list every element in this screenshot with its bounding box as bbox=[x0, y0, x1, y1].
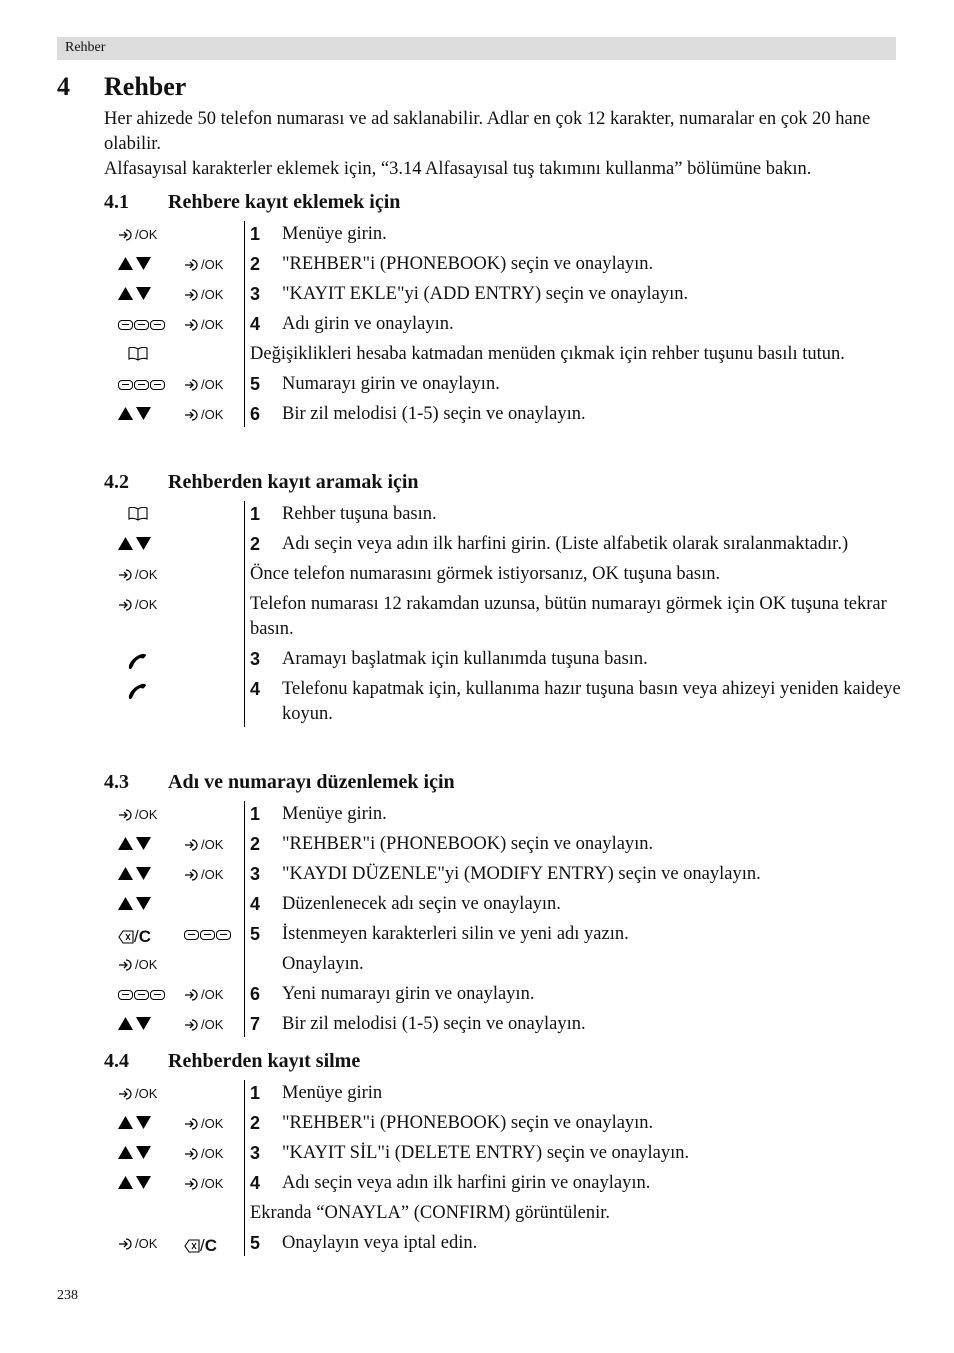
step-icons bbox=[104, 1230, 239, 1260]
ok-icon bbox=[184, 1116, 223, 1131]
up-down-arrows-icon bbox=[118, 1017, 151, 1030]
section-number: 4.2 bbox=[104, 471, 129, 493]
ok-icon bbox=[118, 567, 157, 582]
ok-icon bbox=[184, 1017, 223, 1032]
step-row bbox=[104, 801, 904, 831]
step-text: "REHBER"i (PHONEBOOK) seçin ve onaylayın. bbox=[282, 254, 654, 274]
step-icons bbox=[104, 251, 239, 281]
keypad-icon bbox=[118, 320, 165, 330]
step-text-block bbox=[250, 1080, 904, 1110]
step-text-block bbox=[250, 531, 904, 561]
step-icons bbox=[104, 801, 239, 831]
step-row bbox=[104, 281, 904, 311]
step-icons bbox=[104, 591, 239, 621]
section-4-1 bbox=[104, 191, 904, 431]
ok-label: /OK bbox=[135, 597, 158, 612]
step-text: Ekranda “ONAYLA” (CONFIRM) görüntülenir. bbox=[250, 1203, 611, 1223]
step-text-block bbox=[250, 891, 904, 921]
step-icons bbox=[104, 1110, 239, 1140]
step-text-block bbox=[250, 676, 904, 731]
step-icons bbox=[104, 531, 239, 561]
step-icons bbox=[104, 221, 239, 251]
ok-label: /OK bbox=[201, 837, 224, 852]
step-number: 1 bbox=[250, 224, 261, 244]
section-heading bbox=[104, 191, 904, 221]
step-icons bbox=[104, 891, 239, 921]
step-icons bbox=[104, 676, 239, 706]
step-text: Adı seçin veya adın ilk harfini girin. (Liste alfabetik olarak sıralanmaktadır.) bbox=[282, 534, 849, 554]
step-text-block bbox=[250, 221, 904, 251]
step-number: 2 bbox=[250, 1113, 261, 1133]
ok-icon bbox=[118, 227, 157, 242]
running-header bbox=[57, 37, 896, 60]
note-row bbox=[104, 1200, 904, 1230]
step-row bbox=[104, 251, 904, 281]
section-heading bbox=[104, 771, 904, 801]
step-row bbox=[104, 676, 904, 731]
handset-icon bbox=[126, 687, 148, 704]
step-row bbox=[104, 1170, 904, 1200]
up-down-arrows-icon bbox=[118, 1116, 151, 1129]
step-row bbox=[104, 1230, 904, 1260]
step-row bbox=[104, 401, 904, 431]
step-row bbox=[104, 646, 904, 676]
step-row bbox=[104, 371, 904, 401]
step-icons bbox=[104, 831, 239, 861]
step-text: Aramayı başlatmak için kullanımda tuşuna basın. bbox=[282, 649, 648, 669]
step-icons bbox=[104, 371, 239, 401]
step-text: Onaylayın veya iptal edin. bbox=[282, 1233, 478, 1253]
step-icons bbox=[104, 281, 239, 311]
section-4-2 bbox=[104, 471, 904, 731]
note-row bbox=[104, 561, 904, 591]
step-text-block bbox=[250, 501, 904, 531]
ok-label: /OK bbox=[201, 317, 224, 332]
step-text-block bbox=[250, 1230, 904, 1260]
step-text-block bbox=[250, 1140, 904, 1170]
ok-label: /OK bbox=[201, 407, 224, 422]
step-text-block bbox=[250, 281, 904, 311]
phonebook-icon bbox=[128, 348, 148, 365]
ok-icon bbox=[184, 377, 223, 392]
step-icons bbox=[104, 401, 239, 431]
steps-table bbox=[104, 221, 904, 431]
step-number: 4 bbox=[250, 314, 261, 334]
keypad-icon bbox=[118, 990, 165, 1000]
step-text-block bbox=[250, 1170, 904, 1200]
up-down-arrows-icon bbox=[118, 837, 151, 850]
step-icons bbox=[104, 1170, 239, 1200]
note-row bbox=[104, 591, 904, 646]
step-number: 7 bbox=[250, 1014, 261, 1034]
step-icons bbox=[104, 561, 239, 591]
ok-icon bbox=[184, 287, 223, 302]
step-text-block bbox=[250, 561, 904, 591]
step-row bbox=[104, 1110, 904, 1140]
step-number: 6 bbox=[250, 984, 261, 1004]
step-text: Adı girin ve onaylayın. bbox=[282, 314, 454, 334]
step-number: 3 bbox=[250, 649, 261, 669]
step-text: Değişiklikleri hesaba katmadan menüden çıkmak için rehber tuşunu basılı tutun. bbox=[250, 344, 845, 364]
step-number: 1 bbox=[250, 1083, 261, 1103]
step-number: 4 bbox=[250, 679, 261, 699]
note-row bbox=[104, 341, 904, 371]
step-text: Rehber tuşuna basın. bbox=[282, 504, 437, 524]
step-icons bbox=[104, 646, 239, 676]
ok-label: /OK bbox=[201, 377, 224, 392]
step-text-block bbox=[250, 646, 904, 676]
keypad-icon bbox=[184, 930, 231, 940]
step-text: "KAYIT SİL"i (DELETE ENTRY) seçin ve onaylayın. bbox=[282, 1143, 690, 1163]
ok-label: /OK bbox=[201, 987, 224, 1002]
step-text: "KAYDI DÜZENLE"yi (MODIFY ENTRY) seçin ve onaylayın. bbox=[282, 864, 761, 884]
ok-icon bbox=[184, 987, 223, 1002]
ok-label: /OK bbox=[201, 1116, 224, 1131]
chapter-number: 4 bbox=[57, 72, 70, 101]
chapter-title: Rehber bbox=[104, 72, 187, 101]
ok-icon bbox=[118, 1086, 157, 1101]
step-text-block bbox=[250, 1011, 904, 1041]
step-text: Önce telefon numarasını görmek istiyorsanız, OK tuşuna basın. bbox=[250, 564, 721, 584]
ok-icon bbox=[184, 837, 223, 852]
step-row bbox=[104, 1080, 904, 1110]
step-icons bbox=[104, 861, 239, 891]
ok-label: /OK bbox=[135, 957, 158, 972]
step-number: 4 bbox=[250, 1173, 261, 1193]
intro-paragraph: Her ahizede 50 telefon numarası ve ad saklanabilir. Adlar en çok 12 karakter, numaralar en çok 20 hane olabilir. bbox=[104, 109, 871, 154]
step-row bbox=[104, 1011, 904, 1041]
step-number: 1 bbox=[250, 804, 261, 824]
ok-icon bbox=[184, 1176, 223, 1191]
step-icons bbox=[104, 311, 239, 341]
step-number: 4 bbox=[250, 894, 261, 914]
step-text: Bir zil melodisi (1-5) seçin ve onaylayın. bbox=[282, 1014, 586, 1034]
step-row bbox=[104, 861, 904, 891]
step-text: Bir zil melodisi (1-5) seçin ve onaylayın. bbox=[282, 404, 586, 424]
step-text: Numarayı girin ve onaylayın. bbox=[282, 374, 500, 394]
step-number: 5 bbox=[250, 1233, 261, 1253]
step-icons bbox=[104, 951, 239, 981]
step-text-block bbox=[250, 801, 904, 831]
section-4-3 bbox=[104, 771, 904, 1041]
step-text-block bbox=[250, 311, 904, 341]
section-title: Rehberden kayıt silme bbox=[168, 1050, 361, 1072]
section-number: 4.4 bbox=[104, 1050, 129, 1072]
step-row bbox=[104, 921, 904, 951]
step-text: Menüye girin. bbox=[282, 224, 387, 244]
step-number: 3 bbox=[250, 1143, 261, 1163]
section-title: Adı ve numarayı düzenlemek için bbox=[168, 771, 455, 793]
ok-icon bbox=[184, 257, 223, 272]
step-text: Yeni numarayı girin ve onaylayın. bbox=[282, 984, 535, 1004]
ok-label: /OK bbox=[201, 257, 224, 272]
step-text-block bbox=[250, 831, 904, 861]
ok-label: /OK bbox=[201, 1017, 224, 1032]
step-text-block bbox=[250, 401, 904, 431]
ok-label: /OK bbox=[201, 1176, 224, 1191]
step-text: Menüye girin. bbox=[282, 804, 387, 824]
step-text-block bbox=[250, 861, 904, 891]
handset-icon bbox=[126, 657, 148, 674]
step-number: 3 bbox=[250, 864, 261, 884]
section-title: Rehbere kayıt eklemek için bbox=[168, 191, 401, 213]
step-text-block bbox=[250, 951, 904, 981]
ok-label: /OK bbox=[135, 227, 158, 242]
steps-table bbox=[104, 501, 904, 731]
ok-icon bbox=[118, 807, 157, 822]
step-text: "KAYIT EKLE"yi (ADD ENTRY) seçin ve onaylayın. bbox=[282, 284, 689, 304]
ok-icon bbox=[118, 1236, 157, 1251]
step-text: Onaylayın. bbox=[282, 954, 364, 974]
step-icons bbox=[104, 1140, 239, 1170]
step-number: 2 bbox=[250, 254, 261, 274]
step-text-block bbox=[250, 981, 904, 1011]
delete-c-icon: / C bbox=[118, 927, 151, 947]
note-row bbox=[104, 951, 904, 981]
step-text: İstenmeyen karakterleri silin ve yeni adı yazın. bbox=[282, 924, 629, 944]
ok-label: /OK bbox=[135, 1236, 158, 1251]
up-down-arrows-icon bbox=[118, 897, 151, 910]
steps-table bbox=[104, 801, 904, 1041]
ok-label: /OK bbox=[135, 1086, 158, 1101]
phonebook-icon bbox=[128, 508, 148, 525]
up-down-arrows-icon bbox=[118, 257, 151, 270]
ok-label: /OK bbox=[201, 867, 224, 882]
ok-label: /OK bbox=[135, 807, 158, 822]
step-number: 5 bbox=[250, 374, 261, 394]
running-header-label: Rehber bbox=[65, 40, 106, 55]
step-number: 5 bbox=[250, 924, 261, 944]
step-row bbox=[104, 311, 904, 341]
step-text-block bbox=[250, 1200, 904, 1230]
step-text-block bbox=[250, 341, 904, 371]
section-heading bbox=[104, 1050, 904, 1080]
step-text-block bbox=[250, 921, 904, 951]
steps-table bbox=[104, 1080, 904, 1260]
step-icons bbox=[104, 1080, 239, 1110]
up-down-arrows-icon bbox=[118, 1146, 151, 1159]
step-row bbox=[104, 531, 904, 561]
page-number: 238 bbox=[57, 1288, 78, 1303]
ok-icon bbox=[118, 957, 157, 972]
step-text: Telefonu kapatmak için, kullanıma hazır tuşuna basın veya ahizeyi yeniden kaideye koyun. bbox=[282, 679, 901, 724]
step-icons bbox=[104, 981, 239, 1011]
ok-icon bbox=[184, 1146, 223, 1161]
section-4-4 bbox=[104, 1050, 904, 1260]
step-icons bbox=[104, 921, 239, 951]
delete-c-icon: / C bbox=[184, 1236, 217, 1256]
ok-label: /OK bbox=[201, 1146, 224, 1161]
up-down-arrows-icon bbox=[118, 1176, 151, 1189]
step-text-block bbox=[250, 251, 904, 281]
step-row bbox=[104, 831, 904, 861]
up-down-arrows-icon bbox=[118, 287, 151, 300]
section-number: 4.3 bbox=[104, 771, 129, 793]
step-text: Adı seçin veya adın ilk harfini girin ve onaylayın. bbox=[282, 1173, 651, 1193]
step-number: 3 bbox=[250, 284, 261, 304]
step-text-block bbox=[250, 371, 904, 401]
ok-icon bbox=[184, 867, 223, 882]
intro-paragraph: Alfasayısal karakterler eklemek için, “3.14 Alfasayısal tuş takımını kullanma” bölümüne bakın. bbox=[104, 159, 812, 179]
step-row bbox=[104, 981, 904, 1011]
up-down-arrows-icon bbox=[118, 867, 151, 880]
step-text-block bbox=[250, 591, 904, 646]
up-down-arrows-icon bbox=[118, 537, 151, 550]
ok-label: /OK bbox=[201, 287, 224, 302]
step-row bbox=[104, 501, 904, 531]
step-number: 1 bbox=[250, 504, 261, 524]
section-number: 4.1 bbox=[104, 191, 129, 213]
ok-icon bbox=[184, 407, 223, 422]
step-row bbox=[104, 221, 904, 251]
step-text-block bbox=[250, 1110, 904, 1140]
step-text: Menüye girin bbox=[282, 1083, 383, 1103]
step-number: 2 bbox=[250, 834, 261, 854]
step-icons bbox=[104, 341, 239, 371]
ok-icon bbox=[118, 597, 157, 612]
step-text: "REHBER"i (PHONEBOOK) seçin ve onaylayın. bbox=[282, 834, 654, 854]
keypad-icon bbox=[118, 380, 165, 390]
up-down-arrows-icon bbox=[118, 407, 151, 420]
step-number: 2 bbox=[250, 534, 261, 554]
ok-label: /OK bbox=[135, 567, 158, 582]
step-icons bbox=[104, 1200, 239, 1230]
section-title: Rehberden kayıt aramak için bbox=[168, 471, 419, 493]
step-icons bbox=[104, 1011, 239, 1041]
step-text: Düzenlenecek adı seçin ve onaylayın. bbox=[282, 894, 561, 914]
section-heading bbox=[104, 471, 904, 501]
step-text: Telefon numarası 12 rakamdan uzunsa, bütün numarayı görmek için OK tuşuna tekrar basın. bbox=[250, 594, 887, 639]
step-icons bbox=[104, 501, 239, 531]
step-text: "REHBER"i (PHONEBOOK) seçin ve onaylayın. bbox=[282, 1113, 654, 1133]
ok-icon bbox=[184, 317, 223, 332]
intro-text bbox=[104, 107, 896, 182]
step-row bbox=[104, 1140, 904, 1170]
step-row bbox=[104, 891, 904, 921]
step-number: 6 bbox=[250, 404, 261, 424]
